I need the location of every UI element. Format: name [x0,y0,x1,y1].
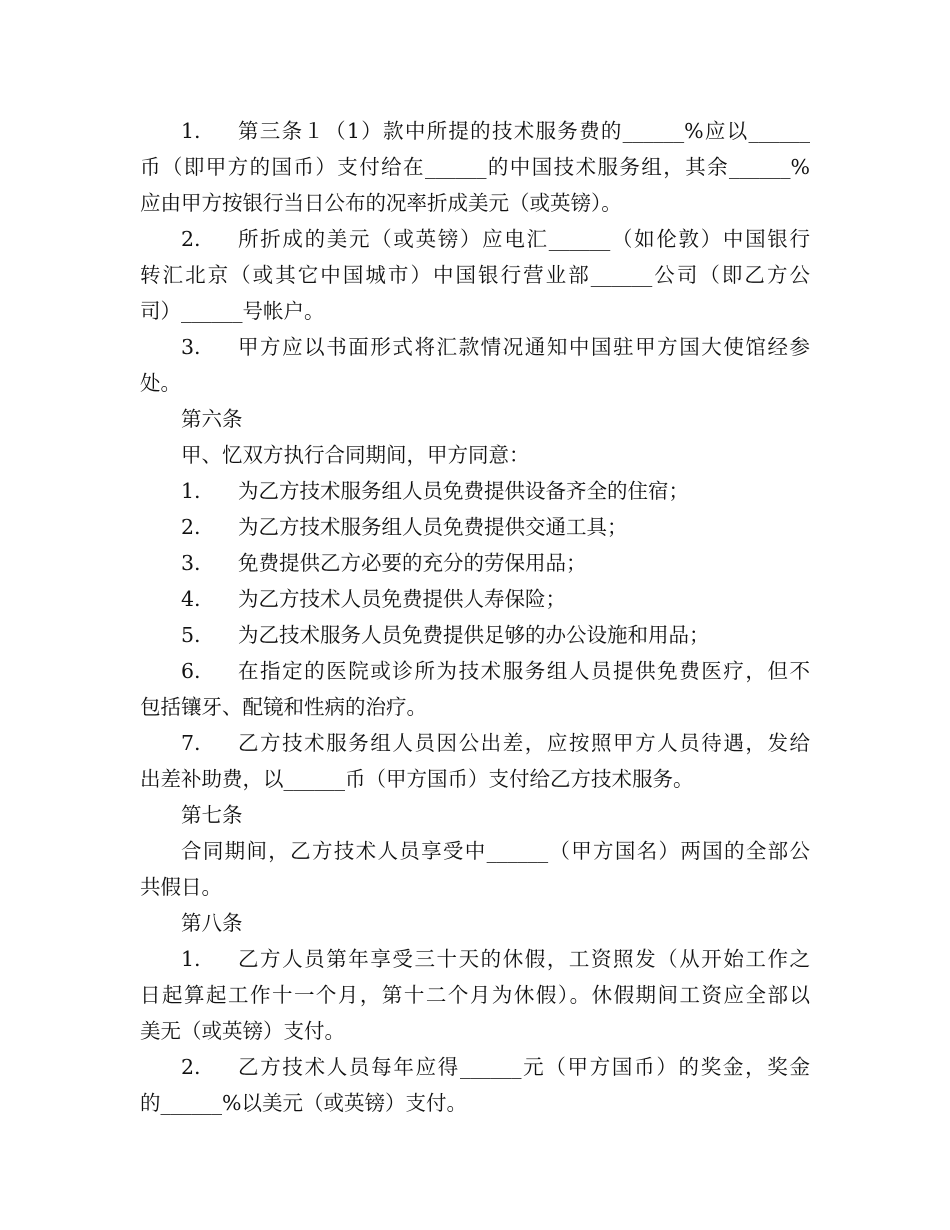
paragraph-text: 应由甲方按银行当日公布的况率折成美元（或英镑）。 [140,191,622,215]
paragraph-line [0,186,950,220]
paragraph-line [0,294,950,328]
item-text: 乙方技术服务组人员因公出差，应按照甲方人员待遇，发给 [238,731,810,755]
list-item [0,726,950,760]
item-number: 7. [181,731,201,755]
paragraph-text: 甲、忆双方执行合同期间，甲方同意： [181,443,530,467]
paragraph-text: 共假日。 [140,875,222,899]
list-item [0,618,950,652]
item-number: 4. [181,587,201,611]
list-item [0,654,950,688]
item-number: 2. [181,515,201,539]
paragraph-text: 出差补助费，以______币（甲方国币）支付给乙方技术服务。 [140,767,694,791]
paragraph-text: 合同期间，乙方技术人员享受中______（甲方国名）两国的全部公 [181,839,810,863]
item-number: 2. [181,1055,201,1079]
paragraph-line [0,258,950,292]
item-number: 5. [181,623,201,647]
paragraph-line [0,978,950,1012]
paragraph-line [0,114,950,148]
item-text: 为乙方技术服务组人员免费提供设备齐全的住宿； [238,479,689,503]
paragraph-line [0,222,950,256]
item-text: 为乙技术服务人员免费提供足够的办公设施和用品； [238,623,710,647]
paragraph-line [0,438,950,472]
item-text: 在指定的医院或诊所为技术服务组人员提供免费医疗，但不 [238,659,810,683]
list-item [0,546,950,580]
paragraph-line [0,870,950,904]
list-item [0,510,950,544]
article-title: 第七条 [181,803,243,827]
list-item [0,582,950,616]
article-heading [0,798,950,832]
paragraph-line [0,366,950,400]
paragraph-text: 的______%以美元（或英镑）支付。 [140,1091,467,1115]
item-text: 免费提供乙方必要的充分的劳保用品； [238,551,587,575]
paragraph-text: 转汇北京（或其它中国城市）中国银行营业部______公司（即乙方公 [140,263,810,287]
paragraph-text: 包括镶牙、配镜和性病的治疗。 [140,695,427,719]
paragraph-line [0,834,950,868]
paragraph-text: 第三条１（1）款中所提的技术服务费的______%应以______ [238,119,810,143]
paragraph-text: 甲方应以书面形式将汇款情况通知中国驻甲方国大使馆经参 [238,335,810,359]
paragraph-line [0,1014,950,1048]
article-heading [0,402,950,436]
item-number: 1. [181,947,201,971]
article-title: 第六条 [181,407,243,431]
paragraph-line [0,330,950,364]
paragraph-line [0,150,950,184]
paragraph-text: 司）______号帐户。 [140,299,325,323]
item-text: 乙方技术人员每年应得______元（甲方国币）的奖金，奖金 [238,1055,810,1079]
item-number: 2. [181,227,201,251]
paragraph-line [0,762,950,796]
item-number: 3. [181,551,201,575]
item-number: 3. [181,335,201,359]
paragraph-text: 美无（或英镑）支付。 [140,1019,345,1043]
item-text: 为乙方技术服务组人员免费提供交通工具； [238,515,628,539]
list-item [0,1050,950,1084]
list-item [0,474,950,508]
item-text: 乙方人员第年享受三十天的休假，工资照发（从开始工作之 [238,947,810,971]
paragraph-text: 币（即甲方的国币）支付给在______的中国技术服务组，其余______% [140,155,810,179]
item-number: 6. [181,659,201,683]
item-number: 1. [181,479,201,503]
paragraph-text: 日起算起工作十一个月，第十二个月为休假）。休假期间工资应全部以 [140,983,810,1007]
article-heading [0,906,950,940]
paragraph-text: 处。 [140,371,181,395]
paragraph-text: 所折成的美元（或英镑）应电汇______（如伦敦）中国银行 [238,227,810,251]
paragraph-line [0,1086,950,1120]
item-text: 为乙方技术人员免费提供人寿保险； [238,587,566,611]
list-item [0,942,950,976]
article-title: 第八条 [181,911,243,935]
item-number: 1. [181,119,201,143]
paragraph-line [0,690,950,724]
